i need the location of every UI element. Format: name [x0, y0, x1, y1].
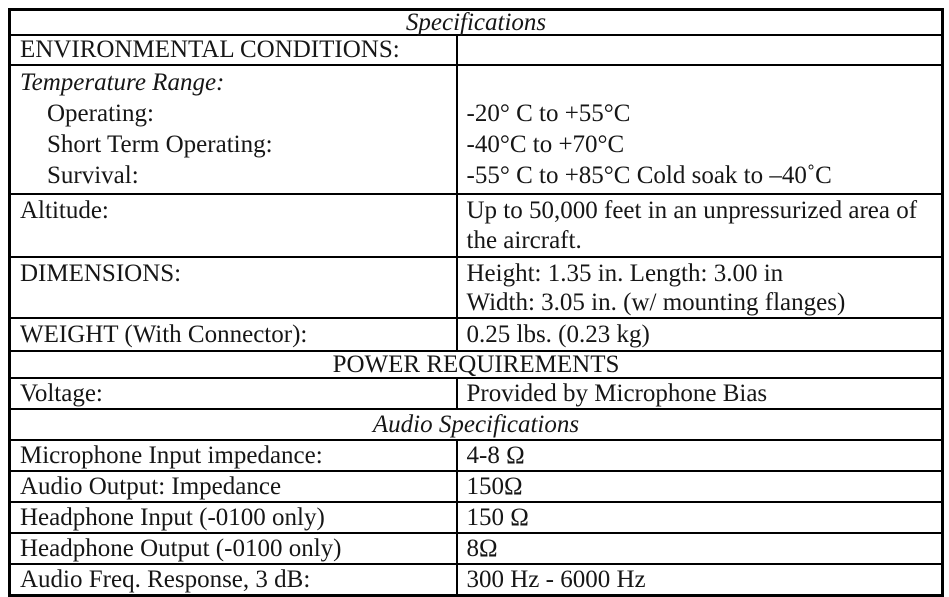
- audio-row-value: 150 Ω: [457, 502, 943, 533]
- audio-row-label: Headphone Input (-0100 only): [10, 502, 457, 533]
- table-row: [10, 35, 943, 65]
- voltage-label: Voltage:: [10, 378, 457, 409]
- dimensions-label: DIMENSIONS:: [10, 257, 457, 318]
- table-row: [10, 65, 943, 194]
- table-row: [10, 471, 943, 502]
- table-row: [10, 194, 943, 257]
- temp-label-operating: Operating:: [47, 100, 154, 127]
- table-row: [10, 409, 943, 440]
- audio-row-label: Headphone Output (-0100 only): [10, 533, 457, 564]
- dimensions-line1: Height: 1.35 in. Length: 3.00 in: [466, 260, 784, 287]
- table-row: [10, 318, 943, 351]
- table-row: [10, 378, 943, 409]
- section-header-audio: Audio Specifications: [10, 409, 943, 440]
- section-header-environmental: ENVIRONMENTAL CONDITIONS:: [10, 35, 457, 65]
- audio-row-value: 300 Hz - 6000 Hz: [457, 564, 943, 596]
- weight-label: WEIGHT (With Connector):: [10, 318, 457, 351]
- table-title: Specifications: [10, 10, 943, 36]
- audio-row-value: 8Ω: [457, 533, 943, 564]
- altitude-label: Altitude:: [10, 194, 457, 257]
- blank-line: [467, 67, 933, 98]
- audio-row-label: Microphone Input impedance:: [10, 440, 457, 471]
- table-row: [10, 533, 943, 564]
- audio-row-value: 150Ω: [457, 471, 943, 502]
- altitude-value: Up to 50,000 feet in an unpressurized area of the aircraft.: [457, 194, 943, 257]
- section-header-power: POWER REQUIREMENTS: [10, 351, 943, 378]
- weight-value: 0.25 lbs. (0.23 kg): [457, 318, 943, 351]
- temp-value-short-term: -40°C to +70°C: [466, 131, 625, 158]
- dimensions-line2: Width: 3.05 in. (w/ mounting flanges): [466, 289, 846, 316]
- empty-cell: [457, 35, 943, 65]
- temp-value-operating: -20° C to +55°C: [466, 100, 631, 127]
- audio-row-label: Audio Output: Impedance: [10, 471, 457, 502]
- dimensions-value: [457, 257, 943, 318]
- table-row: [10, 440, 943, 471]
- table-row: [10, 257, 943, 318]
- temperature-labels-cell: [10, 65, 457, 194]
- table-row: [10, 502, 943, 533]
- voltage-value: Provided by Microphone Bias: [457, 378, 943, 409]
- temperature-range-header: Temperature Range:: [20, 69, 225, 96]
- specifications-table: [8, 8, 944, 597]
- audio-row-value: 4-8 Ω: [457, 440, 943, 471]
- table-row: [10, 10, 943, 36]
- table-row: [10, 351, 943, 378]
- temp-value-survival: -55° C to +85°C Cold soak to –40˚C: [466, 162, 832, 189]
- temperature-values-cell: [457, 65, 943, 194]
- temp-label-survival: Survival:: [47, 162, 139, 189]
- audio-row-label: Audio Freq. Response, 3 dB:: [10, 564, 457, 596]
- table-row: [10, 564, 943, 596]
- temp-label-short-term: Short Term Operating:: [47, 131, 273, 158]
